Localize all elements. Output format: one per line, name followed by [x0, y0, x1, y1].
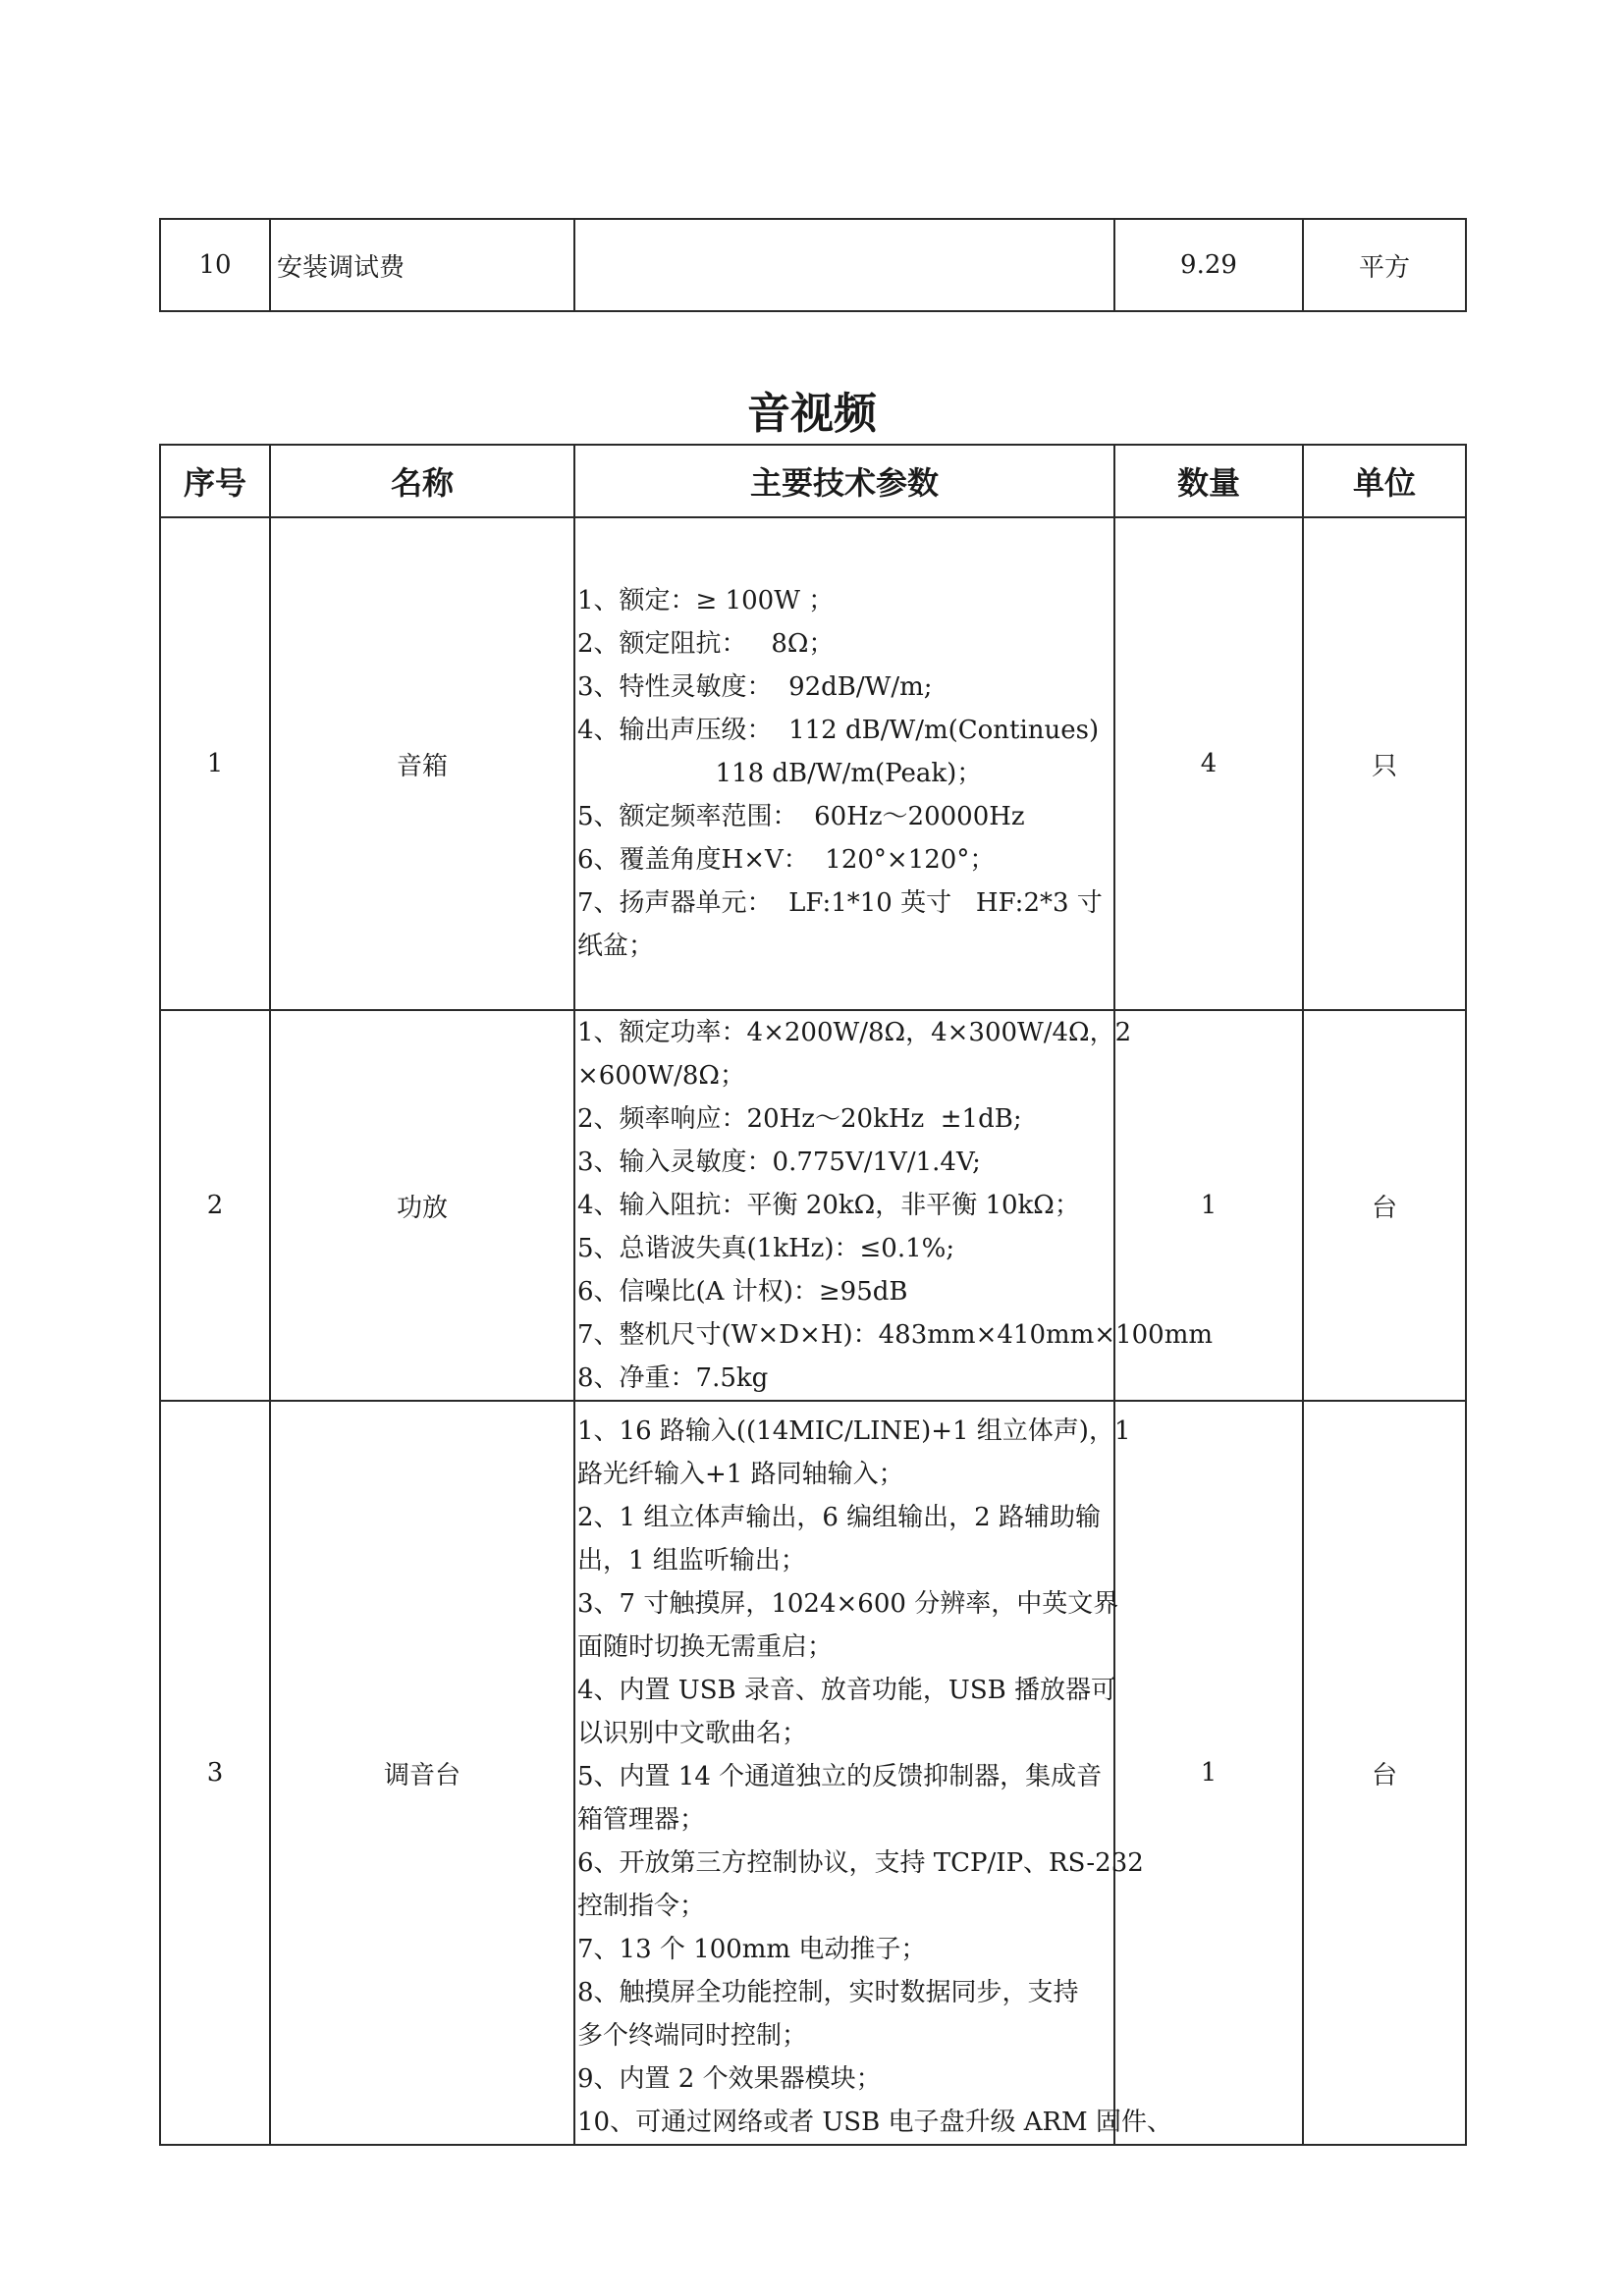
params-list [577, 560, 1111, 968]
spec-line: 控制指令； [577, 1892, 706, 1921]
spec-line: 7、13 个 100mm 电动推子； [577, 1935, 927, 1964]
spec-line: 2、额定阻抗： 8Ω； [577, 629, 835, 659]
row-name: 安装调试费 [270, 219, 574, 311]
row-index: 1 [160, 517, 270, 1010]
row-quantity: 4 [1114, 517, 1303, 1010]
table-row [160, 1401, 1466, 2145]
spec-line: 4、内置 USB 录音、放音功能，USB 播放器可 [577, 1676, 1116, 1705]
params-list [577, 1011, 1214, 1400]
spec-line: 多个终端同时控制； [577, 2021, 808, 2051]
spec-line: 4、输入阻抗：平衡 20kΩ，非平衡 10kΩ； [577, 1191, 1080, 1220]
row-name: 音箱 [270, 517, 574, 1010]
spec-line: ×600W/8Ω； [577, 1061, 745, 1091]
spec-line: 以识别中文歌曲名； [577, 1719, 808, 1748]
spec-line: 3、输入灵敏度：0.775V/1V/1.4V; [577, 1148, 981, 1177]
equipment-table [159, 444, 1467, 2146]
row-quantity: 9.29 [1114, 219, 1303, 311]
header-unit: 单位 [1303, 445, 1466, 517]
spec-line: 7、扬声器单元： LF:1*10 英寸 HF:2*3 寸 [577, 888, 1103, 918]
row-index: 2 [160, 1010, 270, 1401]
spec-line: 4、输出声压级： 112 dB/W/m(Continues) [577, 716, 1100, 745]
spec-line: 箱管理器； [577, 1805, 706, 1835]
spec-line: 10、可通过网络或者 USB 电子盘升级 ARM 固件、 [577, 2108, 1172, 2137]
spec-line: 3、特性灵敏度： 92dB/W/m; [577, 672, 933, 702]
row-params [574, 1010, 1214, 1401]
spec-line: 6、开放第三方控制协议，支持 TCP/IP、RS-232 [577, 1848, 1144, 1878]
spec-line: 出，1 组监听输出； [577, 1546, 806, 1575]
spec-line: 2、频率响应：20Hz～20kHz ±1dB; [577, 1104, 1022, 1134]
spec-line: 5、内置 14 个通道独立的反馈抑制器，集成音 [577, 1762, 1103, 1791]
header-quantity: 数量 [1114, 445, 1303, 517]
spec-line: 1、16 路输入((14MIC/LINE)+1 组立体声)，1 [577, 1416, 1131, 1446]
params-list [577, 1410, 1172, 2144]
header-params: 主要技术参数 [574, 445, 1114, 517]
spec-line: 3、7 寸触摸屏，1024×600 分辨率，中英文界 [577, 1589, 1119, 1619]
header-index: 序号 [160, 445, 270, 517]
spec-line: 1、额定：≥ 100W ； [577, 586, 835, 615]
row-unit: 台 [1303, 1401, 1466, 2145]
table-row [160, 219, 1466, 311]
row-index: 10 [160, 219, 270, 311]
row-params [574, 517, 1114, 1010]
row-unit: 平方 [1303, 219, 1466, 311]
spec-line: 面随时切换无需重启； [577, 1632, 834, 1662]
table-row [160, 1010, 1466, 1401]
spec-line: 8、净重：7.5kg [577, 1363, 769, 1393]
row-quantity: 1 [1114, 1010, 1303, 1401]
continued-table [159, 218, 1467, 312]
spec-line: 6、信噪比(A 计权)：≥95dB [577, 1277, 908, 1307]
spec-line: 8、触摸屏全功能控制，实时数据同步，支持 [577, 1978, 1079, 2007]
table-row [160, 517, 1466, 1010]
row-name: 调音台 [270, 1401, 574, 2145]
spec-line: 1、额定功率：4×200W/8Ω，4×300W/4Ω，2 [577, 1018, 1132, 1047]
section-title: 音视频 [747, 389, 877, 439]
spec-line: 9、内置 2 个效果器模块； [577, 2064, 882, 2094]
spec-line: 5、额定频率范围： 60Hz～20000Hz [577, 802, 1025, 831]
row-quantity: 1 [1114, 1401, 1303, 2145]
table-header-row [160, 445, 1466, 517]
spec-line: 路光纤输入+1 路同轴输入； [577, 1460, 904, 1489]
spec-line: 6、覆盖角度H×V： 120°×120°； [577, 845, 996, 875]
row-name: 功放 [270, 1010, 574, 1401]
row-params [574, 1401, 1172, 2145]
spec-line: 纸盆； [577, 932, 655, 961]
spec-line: 2、1 组立体声输出，6 编组输出，2 路辅助输 [577, 1503, 1101, 1532]
spec-line: 7、整机尺寸(W×D×H)：483mm×410mm×100mm [577, 1320, 1214, 1350]
row-index: 3 [160, 1401, 270, 2145]
spec-line: 5、总谐波失真(1kHz)：≤0.1%; [577, 1234, 955, 1263]
row-unit: 只 [1303, 517, 1466, 1010]
row-params [574, 219, 1114, 311]
header-name: 名称 [270, 445, 574, 517]
row-unit: 台 [1303, 1010, 1466, 1401]
spec-line: 118 dB/W/m(Peak)； [577, 759, 983, 788]
